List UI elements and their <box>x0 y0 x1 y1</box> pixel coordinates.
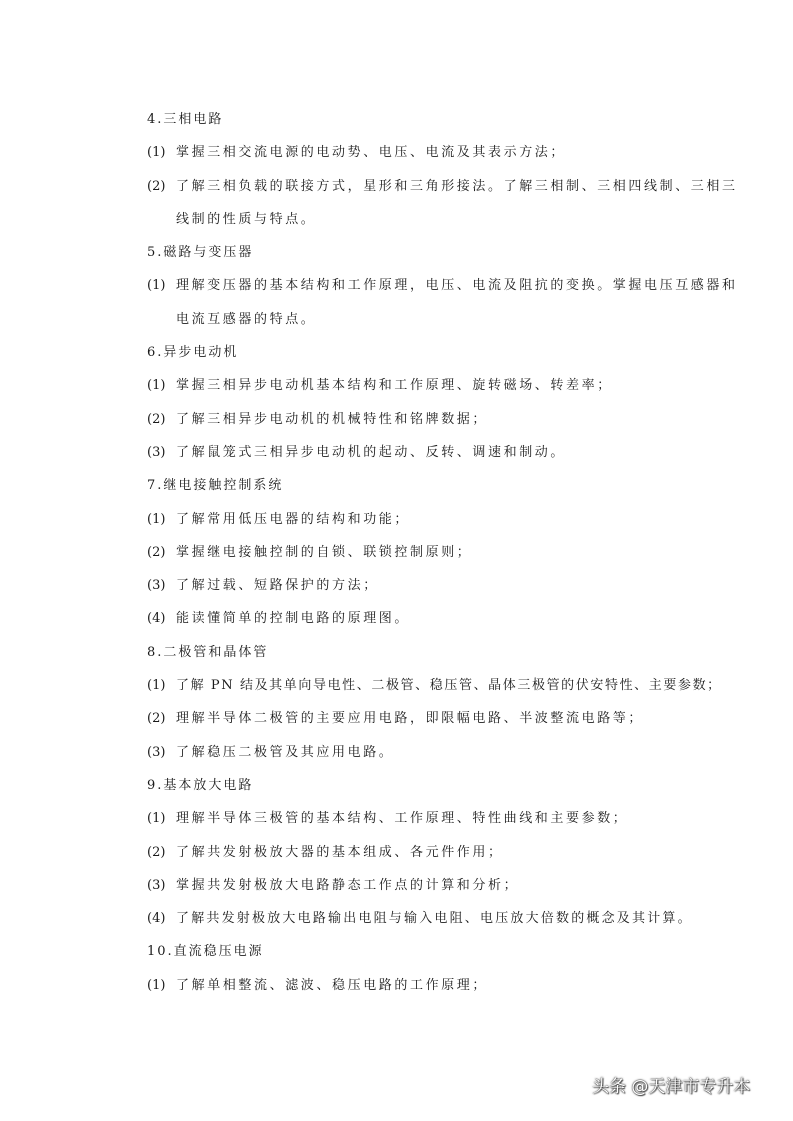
item-number: (4) <box>147 611 166 627</box>
item-text-continuation: 线制的性质与特点。 <box>176 211 317 227</box>
item-number: (1) <box>147 511 166 527</box>
list-item <box>147 736 687 769</box>
list-item <box>147 569 687 602</box>
section-heading: 10.直流稳压电源 <box>147 944 264 960</box>
item-number: (2) <box>147 844 166 860</box>
item-text: 了解常用低压电器的结构和功能； <box>176 511 411 527</box>
list-item <box>147 136 687 169</box>
item-number: (1) <box>147 145 166 161</box>
item-text: 能读懂简单的控制电路的原理图。 <box>176 611 411 627</box>
item-text: 理解半导体二极管的主要应用电路，即限幅电路、半波整流电路等； <box>176 711 645 727</box>
document-page <box>147 103 738 1002</box>
item-text: 了解 PN 结及其单向导电性、二极管、稳压管、晶体三极管的伏安特性、主要参数； <box>176 678 722 694</box>
section-heading: 7.继电接触控制系统 <box>147 478 284 494</box>
section-heading: 4.三相电路 <box>147 112 224 127</box>
list-item <box>147 836 687 869</box>
section-heading: 8.二极管和晶体管 <box>147 644 269 660</box>
item-number: (2) <box>147 544 166 560</box>
item-text: 了解过载、短路保护的方法； <box>176 578 379 594</box>
list-item <box>147 869 687 902</box>
list-item <box>147 969 687 1002</box>
list-item <box>147 802 687 835</box>
list-item <box>147 602 687 635</box>
list-item <box>147 170 738 203</box>
list-item <box>147 503 687 536</box>
item-number: (1) <box>147 811 166 827</box>
item-number: (4) <box>147 911 166 927</box>
list-item <box>147 669 722 702</box>
list-item <box>147 902 693 935</box>
item-text-continuation: 电流互感器的特点。 <box>176 311 317 327</box>
item-number: (3) <box>147 444 166 460</box>
item-text: 了解稳压二极管及其应用电路。 <box>176 744 395 760</box>
item-text: 了解三相异步电动机的机械特性和铭牌数据； <box>176 411 489 427</box>
item-number: (3) <box>147 744 166 760</box>
item-number: (2) <box>147 178 166 194</box>
list-item <box>147 403 687 436</box>
item-text: 了解共发射极放大电路输出电阻与输入电阻、电压放大倍数的概念及其计算。 <box>176 911 693 927</box>
item-text: 理解变压器的基本结构和工作原理，电压、电流及阻抗的变换。掌握电压互感器和 <box>176 278 738 294</box>
section-heading: 6.异步电动机 <box>147 345 239 361</box>
item-text: 掌握共发射极放大电路静态工作点的计算和分析； <box>176 877 520 893</box>
item-number: (3) <box>147 877 166 893</box>
item-number: (1) <box>147 678 166 694</box>
item-text: 理解半导体三极管的基本结构、工作原理、特性曲线和主要参数； <box>176 811 629 827</box>
item-text: 掌握继电接触控制的自锁、联锁控制原则； <box>176 544 473 560</box>
item-text: 了解鼠笼式三相异步电动机的起动、反转、调速和制动。 <box>176 444 567 460</box>
item-number: (1) <box>147 977 166 993</box>
item-number: (1) <box>147 278 166 294</box>
item-text: 了解单相整流、滤波、稳压电路的工作原理； <box>176 977 489 993</box>
list-item <box>147 369 687 402</box>
item-number: (1) <box>147 378 166 394</box>
list-item <box>147 536 687 569</box>
item-text: 了解共发射极放大器的基本组成、各元件作用； <box>176 844 504 860</box>
list-item <box>147 702 687 735</box>
item-number: (3) <box>147 578 166 594</box>
section-heading: 5.磁路与变压器 <box>147 245 254 261</box>
item-text: 掌握三相交流电源的电动势、电压、电流及其表示方法； <box>176 145 567 161</box>
list-item <box>147 269 738 302</box>
list-item <box>147 436 687 469</box>
item-text: 掌握三相异步电动机基本结构和工作原理、旋转磁场、转差率； <box>176 378 613 394</box>
item-number: (2) <box>147 411 166 427</box>
item-number: (2) <box>147 711 166 727</box>
item-text: 了解三相负载的联接方式，星形和三角形接法。了解三相制、三相四线制、三相三 <box>176 178 738 194</box>
source-watermark: 头条 @天津市专升本 <box>592 1077 751 1097</box>
section-heading: 9.基本放大电路 <box>147 777 254 793</box>
